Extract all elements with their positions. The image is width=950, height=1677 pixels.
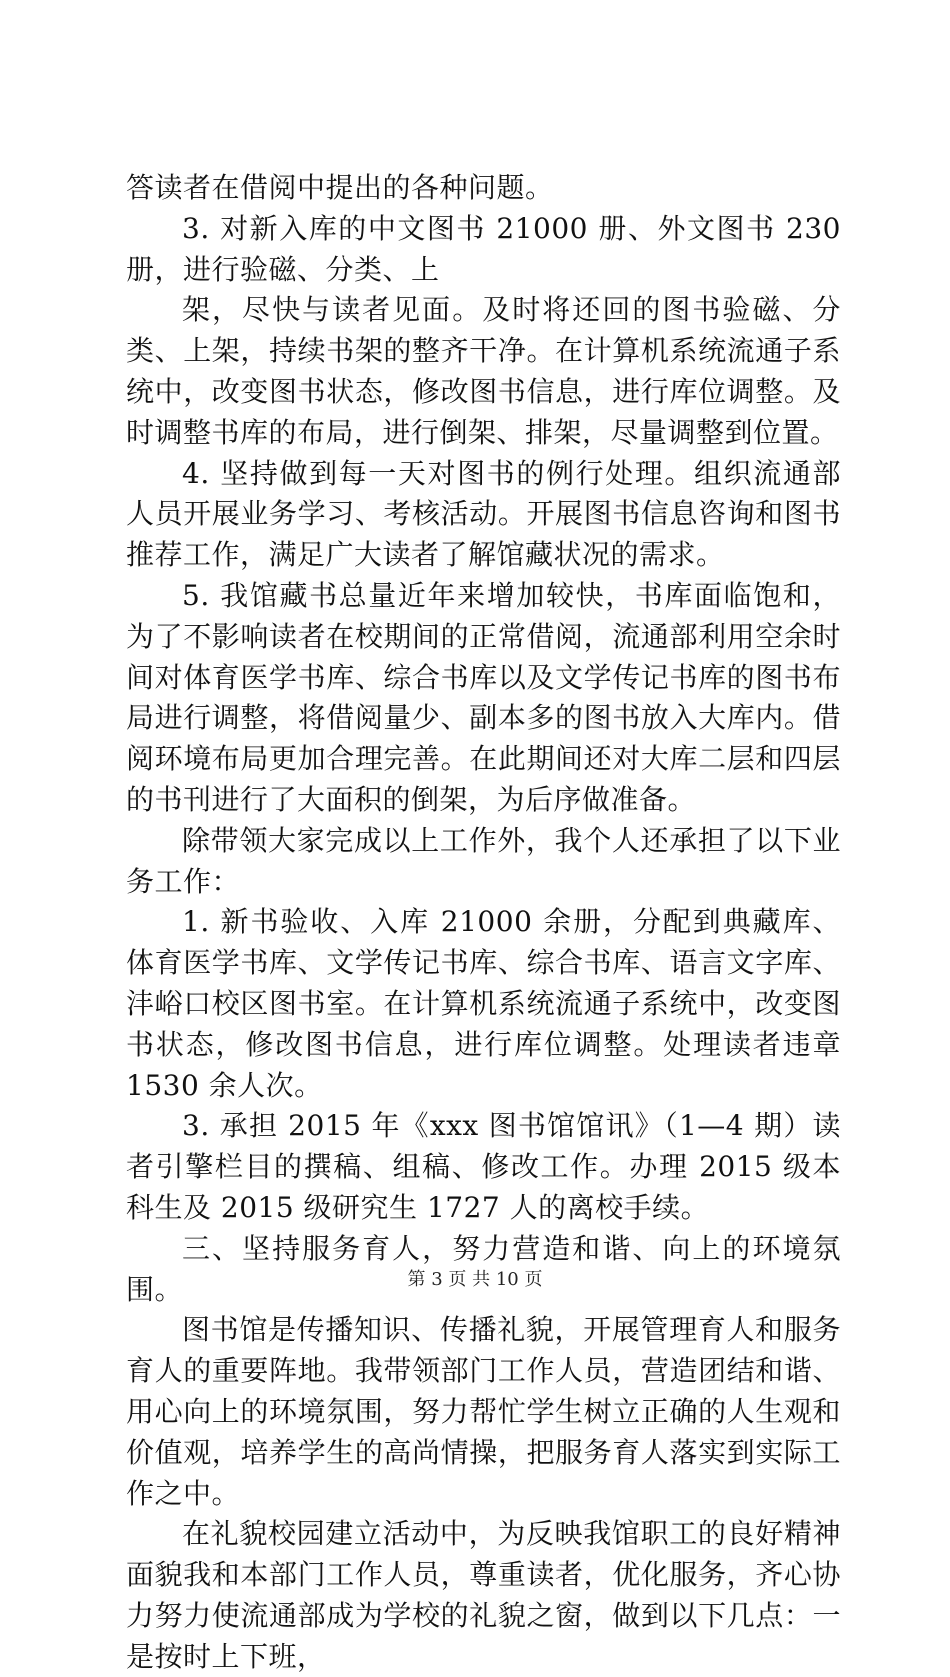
document-body [126,168,841,1677]
paragraph-2: 3. 对新入库的中文图书 21000 册、外文图书 230 册，进行验磁、分类、上 [126,211,841,286]
page-footer [0,1268,950,1292]
paragraph-4: 4. 坚持做到每一天对图书的例行处理。组织流通部人员开展业务学习、考核活动。开展图书信息咨询和图书推荐工作，满足广大读者了解馆藏状况的需求。 [126,456,841,572]
paragraph-3: 架，尽快与读者见面。及时将还回的图书验磁、分类、上架，持续书架的整齐干净。在计算机系统流通子系统中，改变图书状态，修改图书信息，进行库位调整。及时调整书库的布局，进行倒架、排架，尽量调整到位置。 [126,293,841,449]
paragraph-10: 图书馆是传播知识、传播礼貌，开展管理育人和服务育人的重要阵地。我带领部门工作人员，营造团结和谐、用心向上的环境氛围，努力帮忙学生树立正确的人生观和价值观，培养学生的高尚情操，把服务育人落实到实际工作之中。 [126,1313,841,1510]
section-heading-3: 三、坚持服务育人，努力营造和谐、向上的环境氛围。 [126,1231,841,1306]
paragraph-11: 在礼貌校园建立活动中，为反映我馆职工的良好精神面貌我和本部门工作人员，尊重读者，优化服务，齐心协力努力使流通部成为学校的礼貌之窗，做到以下几点：一是按时上下班， [126,1517,841,1673]
paragraph-5: 5. 我馆藏书总量近年来增加较快，书库面临饱和，为了不影响读者在校期间的正常借阅，流通部利用空余时间对体育医学书库、综合书库以及文学传记书库的图书布局进行调整，将借阅量少、副本多的图书放入大库内。借阅环境布局更加合理完善。在此期间还对大库二层和四层的书刊进行了大面积的倒架，为后序做准备。 [126,578,841,816]
paragraph-7: 1. 新书验收、入库 21000 余册，分配到典藏库、体育医学书库、文学传记书库、综合书库、语言文字库、沣峪口校区图书室。在计算机系统流通子系统中，改变图书状态，修改图书信息，进行库位调整。处理读者违章 1530 余人次。 [126,905,841,1102]
paragraph-8: 3. 承担 2015 年《xxx 图书馆馆讯》（1—4 期）读者引擎栏目的撰稿、组稿、修改工作。办理 2015 级本科生及 2015 级研究生 1727 人的离校手续。 [126,1109,841,1224]
paragraph-6: 除带领大家完成以上工作外，我个人还承担了以下业务工作： [126,823,841,898]
page-number: 第 3 页 共 10 页 [407,1269,543,1290]
paragraph-1: 答读者在借阅中提出的各种问题。 [126,171,554,204]
